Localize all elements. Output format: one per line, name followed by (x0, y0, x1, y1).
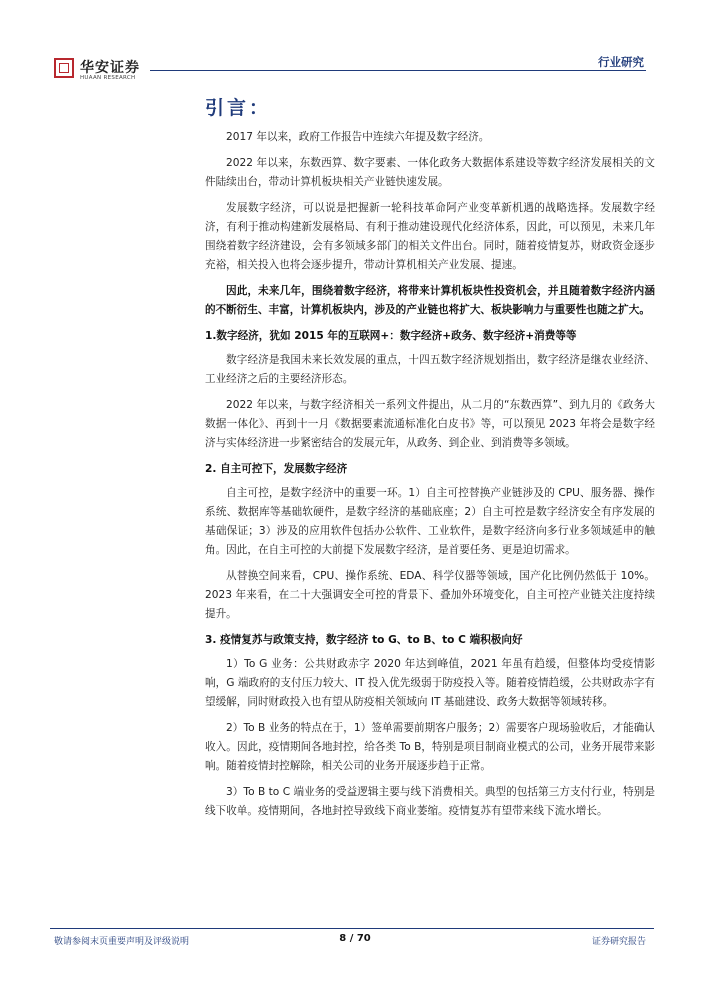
page-title: 引言： (205, 97, 272, 119)
company-logo-subtitle: HUAAN RESEARCH (80, 75, 136, 81)
section-heading: 1.数字经济，犹如 2015 年的互联网+：数字经济+政务、数字经济+消费等等 (205, 330, 577, 342)
summary-paragraph: 因此，未来几年，围绕着数字经济，将带来计算机板块性投资机会，并且随着数字经济内涵的不断衍生、丰富，计算机板块内，涉及的产业链也将扩大、板块影响力与重要性也随之扩大。 (205, 285, 655, 316)
paragraph: 2022 年以来，东数西算、数字要素、一体化政务大数据体系建设等数字经济发展相关的文件陆续出台，带动计算机板块相关产业链快速发展。 (205, 157, 655, 188)
footer-divider (50, 928, 654, 929)
paragraph: 2022 年以来，与数字经济相关一系列文件提出，从二月的“东数西算”、到九月的《政务大数据一体化》、再到十一月《数据要素流通标准化白皮书》等，可以预见 2023 年将会是数字经济与实体经济进一步紧密结合的发展元年，从政务、到企业、到消费等多领域。 (205, 399, 655, 449)
header-divider (150, 70, 646, 71)
section-label: 行业研究 (598, 55, 644, 69)
paragraph: 从替换空间来看，CPU、操作系统、EDA、科学仪器等领域，国产化比例仍然低于 10%。2023 年来看，在二十大强调安全可控的背景下、叠加外环境变化，自主可控产业链关注度持续提升。 (205, 570, 655, 620)
main-content (205, 128, 655, 828)
paragraph: 数字经济是我国未来长效发展的重点，十四五数字经济规划指出，数字经济是继农业经济、工业经济之后的主要经济形态。 (205, 354, 655, 385)
paragraph: 2017 年以来，政府工作报告中连续六年提及数字经济。 (226, 131, 490, 143)
paragraph: 发展数字经济，可以说是把握新一轮科技革命阿产业变革新机遇的战略选择。发展数字经济，有利于推动构建新发展格局、有利于推动建设现代化经济体系，因此，可以预见，未来几年围绕着数字经济建设，会有多领域多部门的相关文件出台。同时，随着疫情复苏，财政资金逐步充裕，相关投入也将会逐步提升，带动计算机相关产业发展、提速。 (205, 202, 655, 271)
page-number: 8 / 70 (339, 933, 371, 944)
footer-disclaimer: 敬请参阅末页重要声明及评级说明 (54, 937, 190, 947)
paragraph: 2）To B 业务的特点在于，1）签单需要前期客户服务；2）需要客户现场验收后，才能确认收入。因此，疫情期间各地封控，给各类 To B，特别是项目制商业模式的公司，业务开展带来影响。随着疫情封控解除，相关公司的业务开展逐步趋于正常。 (205, 722, 655, 772)
company-logo-mark (54, 58, 74, 78)
footer-report-type: 证券研究报告 (591, 937, 646, 947)
section-heading: 2. 自主可控下，发展数字经济 (205, 463, 348, 475)
paragraph: 自主可控，是数字经济中的重要一环。1）自主可控替换产业链涉及的 CPU、服务器、操作系统、数据库等基础软硬件，是数字经济的基础底座；2）自主可控是数字经济安全有序发展的基础保证；3）涉及的应用软件包括办公软件、工业软件，是数字经济向多行业多领域延申的触角。因此，在自主可控的大前提下发展数字经济，是首要任务、更是迫切需求。 (205, 487, 655, 556)
paragraph: 1）To G 业务：公共财政赤字 2020 年达到峰值，2021 年虽有趋缓，但整体均受疫情影响，G 端政府的支付压力较大、IT 投入优先级弱于防疫投入等。随着疫情趋缓，公共财政赤字有望缓解，同时财政投入也有望从防疫相关领域向 IT 基础建设、政务大数据等领域转移。 (205, 658, 655, 708)
company-logo-text: 华安证券 (80, 60, 140, 76)
paragraph: 3）To B to C 端业务的受益逻辑主要与线下消费相关。典型的包括第三方支付行业，特别是线下收单。疫情期间，各地封控导致线下商业萎缩。疫情复苏有望带来线下流水增长。 (205, 786, 655, 817)
section-heading: 3. 疫情复苏与政策支持，数字经济 to G、to B、to C 端积极向好 (205, 634, 523, 646)
